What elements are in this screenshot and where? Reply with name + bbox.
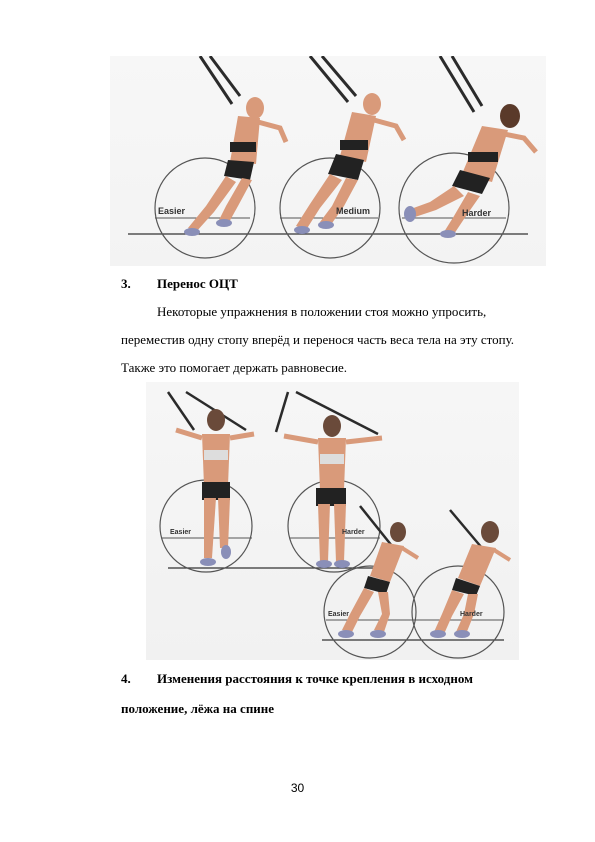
fig2-label-easier-1: Easier: [170, 529, 192, 536]
section-4-title-line-2: положение, лёжа на спине: [121, 701, 275, 716]
section-3-number: 3.: [121, 276, 131, 291]
staggered-stance-illustration: [146, 382, 519, 660]
section-3-heading: [121, 276, 238, 292]
trx-row-illustration: [110, 56, 546, 266]
fig2-label-easier-2: Easier: [328, 611, 350, 618]
section-3-title: Перенос ОЦТ: [157, 276, 238, 291]
section-3-line-2: переместив одну стопу вперёд и перенося часть веса тела на эту стопу.: [121, 332, 515, 347]
section-4-number: 4.: [121, 671, 131, 686]
section-4-heading: [121, 671, 473, 687]
trx-row-difficulty-figure: [110, 56, 546, 266]
section-3-line-1: Некоторые упражнения в положении стоя можно упросить,: [157, 304, 487, 319]
staggered-stance-figure: [146, 382, 519, 660]
fig2-label-harder-2: Harder: [460, 611, 483, 618]
section-3-line-3: Также это помогает держать равновесие.: [121, 360, 348, 375]
fig1-label-easier: Easier: [158, 206, 186, 216]
fig1-label-harder: Harder: [462, 208, 492, 218]
fig2-label-harder-1: Harder: [342, 529, 365, 536]
section-4-title-line-1: Изменения расстояния к точке крепления в исходном: [157, 671, 473, 686]
fig1-label-medium: Medium: [336, 206, 371, 216]
page-number: 30: [290, 781, 305, 795]
